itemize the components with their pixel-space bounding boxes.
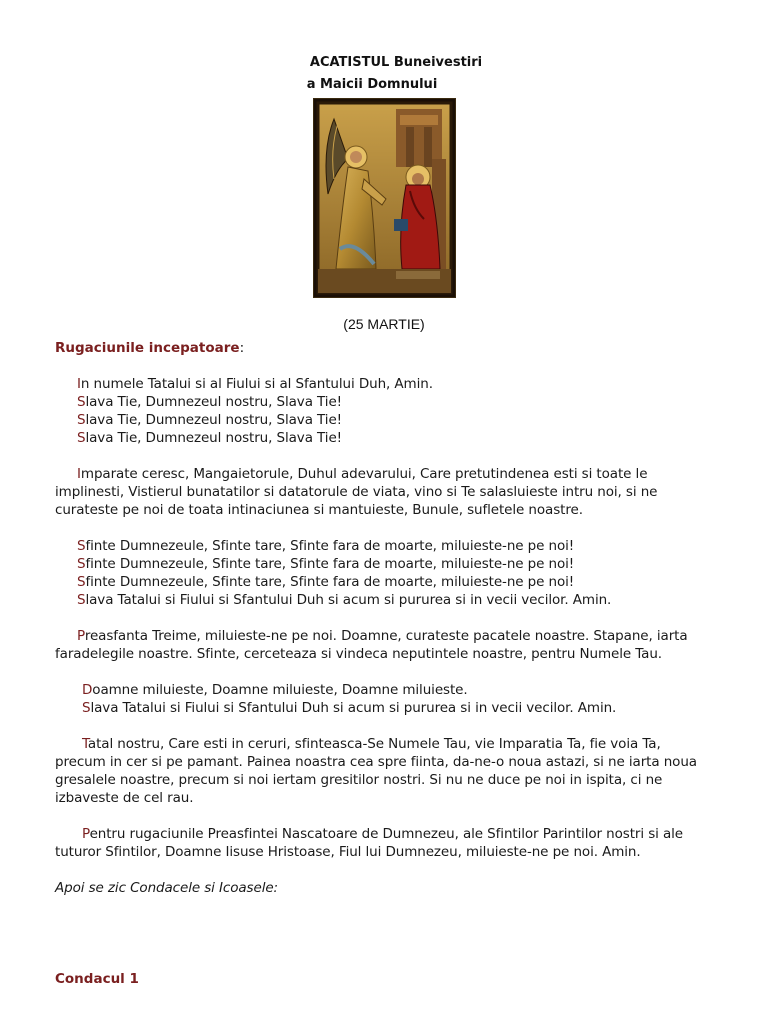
initial-letter: I [77,466,81,482]
line-text: oamne miluieste, Doamne miluieste, Doamne miluieste. [92,682,468,698]
line-text: n numele Tatalui si al Fiului si al Sfantului Duh, Amin. [80,376,433,392]
initial-letter: S [82,700,91,716]
prayer-line [55,681,715,699]
prayer-lord-have-mercy [55,681,715,717]
prayer-line [55,429,715,447]
line-text: lava Tie, Dumnezeul nostru, Slava Tie! [85,412,342,428]
line-text: finte Dumnezeule, Sfinte tare, Sfinte fara de moarte, miluieste-ne pe noi! [85,556,575,572]
prayer-line [55,465,715,483]
line-text: finte Dumnezeule, Sfinte tare, Sfinte fara de moarte, miluieste-ne pe noi! [85,574,575,590]
initial-letter: P [82,826,90,842]
prayer-line [55,825,715,843]
initial-letter: S [77,556,86,572]
section-heading-colon: : [239,340,245,356]
annunciation-icon [314,99,455,297]
prayer-line: implinesti, Vistierul bunatatilor si datatorule de viata, vino si Te salasluieste intru noi, si ne [55,484,658,500]
section-heading-text: Rugaciunile incepatoare [55,340,240,356]
prayer-line [55,627,715,645]
prayer-closing [55,825,715,861]
line-text: lava Tatalui si Fiului si Sfantului Duh si acum si pururea si in vecii vecilor. Amin. [85,592,612,608]
prayer-line [55,555,715,573]
line-text: atal nostru, Care esti in ceruri, sfinteasca-Se Numele Tau, vie Imparatia Ta, fie voia Ta, [87,736,661,752]
next-section-heading: Condacul 1 [55,971,139,987]
initial-letter: S [77,538,86,554]
prayer-holy-trinity [55,627,715,663]
line-text: lava Tie, Dumnezeul nostru, Slava Tie! [85,394,342,410]
document-title: ACATISTUL Buneivestiri [309,55,483,70]
prayer-trinity-greeting [55,375,715,447]
line-text: lava Tie, Dumnezeul nostru, Slava Tie! [85,430,342,446]
prayer-line [55,735,715,753]
initial-letter: S [77,394,86,410]
prayer-line [55,411,715,429]
initial-letter: S [77,430,86,446]
prayer-our-father [55,735,715,807]
initial-letter: T [82,736,88,752]
prayer-line [55,537,715,555]
prayer-line: izbaveste de cel rau. [55,790,194,806]
annunciation-icon-image [314,99,455,297]
line-text: lava Tatalui si Fiului si Sfantului Duh si acum si pururea si in vecii vecilor. Amin. [90,700,617,716]
prayer-line [55,591,715,609]
prayer-trisagion [55,537,715,609]
prayer-line [55,573,715,591]
prayer-heavenly-king [55,465,715,519]
closing-note: Apoi se zic Condacele si Icoasele: [55,880,279,896]
prayer-line: precum in cer si pe pamant. Painea noastra cea spre fiinta, da-ne-o noua astazi, si ne iarta noua [55,754,697,770]
line-text: reasfanta Treime, miluieste-ne pe noi. Doamne, curateste pacatele noastre. Stapane, iarta [84,628,688,644]
prayer-line: gresalele noastre, precum si noi iertam gresitilor nostri. Si nu ne duce pe noi in ispita, ci ne [55,772,663,788]
initial-letter: D [82,682,93,698]
prayer-line: tuturor Sfintilor, Doamne Iisuse Hristoase, Fiul lui Dumnezeu, miluieste-ne pe noi. Amin. [55,844,641,860]
prayer-line: faradelegile noastre. Sfinte, cerceteaza si vindeca neputintele noastre, pentru Numele Tau. [55,646,662,662]
line-text: finte Dumnezeule, Sfinte tare, Sfinte fara de moarte, miluieste-ne pe noi! [85,538,575,554]
document-subtitle: a Maicii Domnului [306,77,438,92]
line-text: entru rugaciunile Preasfintei Nascatoare de Dumnezeu, ale Sfintilor Parintilor nostri si ale [89,826,683,842]
initial-letter: P [77,628,85,644]
initial-letter: S [77,412,86,428]
initial-letter: S [77,592,86,608]
prayer-line [55,699,715,717]
initial-letter: S [77,574,86,590]
initial-letter: I [77,376,81,392]
prayer-line: curateste pe noi de toata intinaciunea si mantuieste, Bunule, sufletele noastre. [55,502,583,518]
prayer-line [55,375,715,393]
prayer-line [55,393,715,411]
feast-date: (25 MARTIE) [343,316,425,332]
section-heading [55,340,244,356]
line-text: mparate ceresc, Mangaietorule, Duhul adevarului, Care pretutindenea esti si toate le [80,466,648,482]
